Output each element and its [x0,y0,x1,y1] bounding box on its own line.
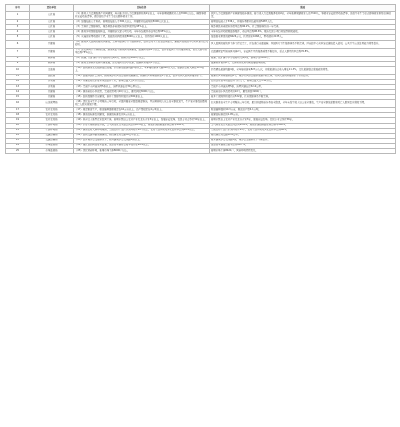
row-number: 11 [6,74,30,79]
row-unit: 水利局 [30,84,74,89]
row-progress: 新改建农村公路52.8公里。 [210,133,396,138]
row-task: （18）推进高标准农田建设，新建高标准农田1万亩以上。 [74,113,210,118]
table-row [6,12,396,20]
row-unit: 生态环境局 [30,123,74,128]
row-progress: 扎实推进安全生产专项整治三年行动，累计排查整治各类安全隐患，全年未发生较大以上安全事故，生产安全事故起数和死亡人数同比实现双下降。 [210,100,396,108]
row-task: （6）推进区人民医院新院区建设，完善基层医疗卫生服务体系，提升公共卫生应急处置能力，建成区级疾控中心实验室并投入使用。 [75,40,209,47]
row-task: （5）实施创业带动就业工程，发放创业担保贷款8000万元以上，扶持创业1000人以上。 [74,35,210,40]
row-unit: 市场监管局 [30,148,74,153]
row-task: （15）加快保障性住房建设，新开工保障性租赁住房500套以上。 [74,95,210,100]
row-unit: 市场监管局 [30,143,74,148]
row-task: （16）深化安全生产专项整治三年行动，全面开展安全隐患排查整治，坚决遏制较大以上安全事故发生，生产安全事故起数和死亡人数实现双下降。 [74,100,210,108]
row-number: 16 [6,100,30,108]
row-unit: 农业农村局 [30,108,74,113]
row-task: （25）优化营商环境，新增市场主体8000户以上。 [74,148,210,153]
row-number: 25 [6,148,30,153]
row-progress: 我区人力资源服务产业园建设稳步推进，新引进人力资源服务机构2家。全年新增城镇就业人员7320人，零就业家庭保持动态清零，高校毕业生等重点群体就业形势总体稳定。 [210,12,396,20]
row-task: （8）新建、改扩建中小学校和幼儿园3所，新增学位2000个以上。 [74,56,210,61]
row-unit: 交通运输局 [30,133,74,138]
row-task: （20）打好污染防治攻坚战，空气质量优良天数比例达到80%以上，地表水国控断面水质达标率100%。 [74,123,210,128]
row-number: 23 [6,138,30,143]
row-unit: 人社局 [30,35,74,40]
row-number: 3 [6,25,30,30]
row-progress: 农村饮水安全巩固提升工程完工，新增受益人口1.12万人。 [210,79,396,84]
row-progress: 完成中小河流治理5条，治理河道长度32.6公里。 [210,84,396,89]
row-unit: 民政局 [30,74,74,79]
row-task: （9）推进义务教育优质均衡发展，深化集团化办学改革，组建教育集团5个以上。 [74,61,210,66]
row-unit: 教体局 [30,56,74,61]
row-number: 8 [6,56,30,61]
header-row [6,5,396,12]
table-body [6,12,396,154]
row-progress: 新开工保障性租赁住房532套，住房保障体系不断完善。 [210,95,396,100]
row-number: 14 [6,90,30,95]
row-progress: 粮食播种面积10.3万亩，粮食总产量4.1万吨。 [210,108,396,113]
header-unit: 责任单位 [30,5,74,12]
row-number: 17 [6,108,30,113]
row-task: （17）稳定粮食生产，粮食播种面积稳定在10万亩以上，总产量稳定在4万吨以上。 [74,108,210,113]
row-number: 22 [6,133,30,138]
row-number: 6 [6,40,30,48]
row-task: （11）加强基层社会治理，推进城乡社区综合服务设施建设，新建社区养老服务站5个以上，提升特困人员供养服务水平。 [74,74,210,79]
row-unit: 人社局 [30,20,74,25]
row-progress: 组建教育集团6个，义务教育优质均衡发展稳步推进。 [210,61,396,66]
row-progress: 新增市级以上农业产业化龙头企业3家，发展家庭农场、农民专业合作社56家。 [210,118,396,123]
row-unit: 人社局 [30,30,74,35]
row-unit: 生态环境局 [30,128,74,133]
row-number: 20 [6,123,30,128]
row-unit: 教体局 [30,61,74,66]
row-progress: 完成老旧小区改造项目22个，惠及居民3260户。 [210,90,396,95]
task-progress-table [5,4,396,154]
row-task: （10）加快推进文化旅游融合发展，打造精品旅游线路3条以上，全年接待游客突破800万人次，旅游综合收入增长10%以上。 [74,66,210,74]
row-progress: 完成农村生活污水治理村庄21个，农村生活垃圾无害化处理率达到96%。 [210,128,396,133]
row-task: （7）深化医药卫生体制改革，推进紧密型县域医共体建设，组建医共体2个以上，提升家庭医生签约服务质量，重点人群签约率达到75%以上。 [74,48,210,56]
row-number: 9 [6,61,30,66]
table-row [6,40,396,48]
row-number: 19 [6,118,30,123]
header-task: 目标任务 [74,5,210,12]
table-header [6,5,396,12]
row-number: 12 [6,79,30,84]
row-number: 1 [6,12,30,20]
row-number: 4 [6,30,30,35]
row-unit: 农业农村局 [30,118,74,123]
row-number: 13 [6,84,30,89]
row-progress: 已组建紧密型县域医共体2个，家庭医生签约服务质量不断提升，重点人群签约率达到76.8%。 [210,48,396,56]
row-unit: 住建局 [30,95,74,100]
row-unit: 水利局 [30,79,74,84]
row-number: 10 [6,66,30,74]
row-number: 7 [6,48,30,56]
row-task: （24）强化食品药品安全监管，食品安全抽检合格率保持在98%以上。 [74,143,210,148]
row-task: （22）加快交通基础设施建设，新改建农村公路50公里以上。 [74,133,210,138]
row-progress: 城乡居民养老保险参保率达到96.2%，社会保障体系进一步完善。 [210,25,396,30]
row-progress: 新增高技能人才336人，开展各类职业技能培训5487人次。 [210,20,396,25]
row-number: 24 [6,143,30,148]
row-task: （21）推进农村人居环境整治，完成农村生活污水治理村庄20个以上，农村生活垃圾无害化处理率达到95%以上。 [74,128,210,133]
row-progress: 食品安全抽检合格率达到98.7%。 [210,143,396,148]
row-progress: 新建社区养老服务站6个，城乡社区综合服务设施不断完善，特困人员供养服务水平持续提升。 [210,74,396,79]
row-number: 21 [6,128,30,133]
row-progress: 新建高标准农田1.05万亩。 [210,113,396,118]
row-unit: 住建局 [30,90,74,95]
row-task: （23）提升城乡公交服务水平，新开通城乡公交线路3条以上。 [74,138,210,143]
row-progress: 打造精品旅游线路4条，全年接待游客823万人次，实现旅游综合收入增长11.3%，文化旅游融合发展成效明显。 [210,66,396,74]
row-task: （1）推动人力资源服务产业园建设，年内新引进人力资源服务机构2家以上，全年新增城镇就业人员7000人以上，确保零就业家庭动态清零，做好高校毕业生等重点群体就业工作。 [74,12,210,20]
row-unit: 卫健局 [30,40,74,48]
row-task: （19）培育壮大新型农业经营主体，新增市级以上农业产业化龙头企业3家以上，发展家庭农场、农民专业合作社50家以上。 [74,118,210,123]
row-unit: 人社局 [30,25,74,30]
row-number: 15 [6,95,30,100]
row-progress: 新增市场主体8421户，营商环境持续优化。 [210,148,396,153]
row-unit: 卫健局 [30,48,74,56]
table-row [6,148,396,153]
row-number: 2 [6,20,30,25]
row-progress: 全年办结劳动保障监察案件，办结率达到98.6%，根治欠薪专项行动取得积极成效。 [210,30,396,35]
row-unit: 交通运输局 [30,138,74,143]
row-progress: 新建、改扩建中小学校和幼儿园3所，新增学位2160个。 [210,56,396,61]
header-progress: 进展 [210,5,396,12]
row-progress: 新开通城乡公交线路3条，城乡公交服务水平不断提升。 [210,138,396,143]
row-unit: 应急管理局 [30,100,74,108]
row-unit: 人社局 [30,12,74,20]
row-task: （3）完善社会保障体系，城乡居民养老保险参保率保持在95%以上。 [74,25,210,30]
table-row [6,66,396,74]
row-progress: 发放创业担保贷款8426万元，扶持创业1068人，带动就业2135人。 [210,35,396,40]
row-number: 5 [6,35,30,40]
row-progress: 区人民医院新院区主体工程已完工，正在进行内部装修；基层医疗卫生服务体系不断完善，区疾控中心实验室已建成投入使用，公共卫生应急处置能力明显提升。 [210,40,396,48]
row-task: （13）完成中小河流治理5条以上，治理河道长度30公里以上。 [74,84,210,89]
row-unit: 农业农村局 [30,113,74,118]
table-row [6,48,396,56]
row-number: 18 [6,113,30,118]
table-row [6,100,396,108]
header-no: 序号 [6,5,30,12]
row-unit: 文旅局 [30,66,74,74]
row-task: （12）实施农村饮水安全巩固提升工程，新增受益人口1万人以上。 [74,79,210,84]
row-task: （4）推进劳动保障监察执法，开展根治欠薪专项行动，全年办结案件办结率达到95%以上。 [74,30,210,35]
row-progress: 空气质量优良天数比例达到81.6%，地表水国控断面水质达标率100%。 [210,123,396,128]
row-task: （14）推进老旧小区改造，完成改造项目20个以上，惠及居民3000户以上。 [74,90,210,95]
row-task: （2）加强技能人才培养，新增高技能人才300人以上，开展职业技能培训5000人次以上。 [74,20,210,25]
